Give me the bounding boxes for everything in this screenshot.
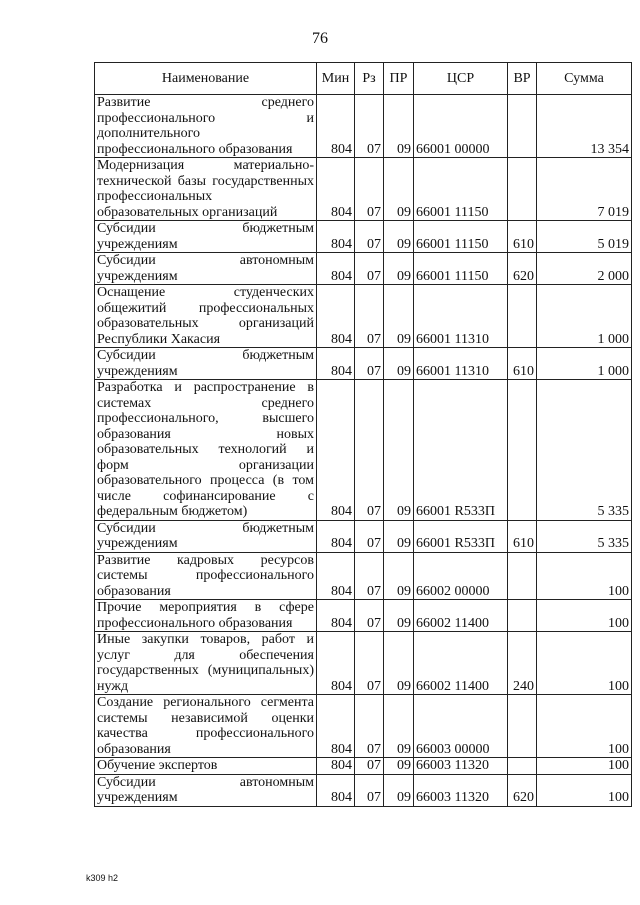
- header-min: Мин: [317, 63, 355, 95]
- cell-rz: 07: [355, 600, 384, 632]
- cell-rz: 07: [355, 348, 384, 380]
- cell-name: Прочие мероприятия в сфере профессионального образования: [95, 600, 317, 632]
- cell-rz: 07: [355, 285, 384, 348]
- cell-vr: [508, 758, 537, 775]
- table-row: [95, 552, 632, 600]
- cell-name: Обучение экспертов: [95, 758, 317, 775]
- cell-min: 804: [317, 774, 355, 806]
- cell-sum: 100: [537, 774, 632, 806]
- cell-min: 804: [317, 600, 355, 632]
- cell-min: 804: [317, 348, 355, 380]
- cell-name: Разработка и распространение в системах среднего профессионального, высшего образования новых образовательных технологий и форм организации образовательного процесса (в том числе софинансирование с федеральным бюджетом): [95, 380, 317, 521]
- table-row: [95, 380, 632, 521]
- cell-rz: 07: [355, 520, 384, 552]
- cell-csr: 66001 11150: [414, 253, 508, 285]
- table-row: [95, 758, 632, 775]
- cell-csr: 66001 00000: [414, 95, 508, 158]
- table-row: [95, 253, 632, 285]
- cell-pr: 09: [384, 520, 414, 552]
- cell-vr: [508, 95, 537, 158]
- cell-name: Модернизация материально-технической базы государственных профессиональных образовательных организаций: [95, 158, 317, 221]
- cell-csr: 66002 11400: [414, 600, 508, 632]
- cell-csr: 66001 11310: [414, 285, 508, 348]
- cell-sum: 1 000: [537, 348, 632, 380]
- cell-name: Развитие среднего профессионального и дополнительного профессионального образования: [95, 95, 317, 158]
- cell-rz: 07: [355, 774, 384, 806]
- cell-pr: 09: [384, 158, 414, 221]
- cell-name: Субсидии бюджетным учреждениям: [95, 520, 317, 552]
- cell-sum: 2 000: [537, 253, 632, 285]
- cell-name: Развитие кадровых ресурсов системы профессионального образования: [95, 552, 317, 600]
- cell-pr: 09: [384, 632, 414, 695]
- cell-min: 804: [317, 253, 355, 285]
- cell-min: 804: [317, 520, 355, 552]
- header-pr: ПР: [384, 63, 414, 95]
- cell-pr: 09: [384, 348, 414, 380]
- cell-sum: 13 354: [537, 95, 632, 158]
- cell-vr: [508, 285, 537, 348]
- cell-pr: 09: [384, 758, 414, 775]
- cell-sum: 7 019: [537, 158, 632, 221]
- header-name: Наименование: [95, 63, 317, 95]
- table-row: [95, 695, 632, 758]
- cell-csr: 66003 00000: [414, 695, 508, 758]
- cell-name: Иные закупки товаров, работ и услуг для обеспечения государственных (муниципальных) нужд: [95, 632, 317, 695]
- cell-rz: 07: [355, 253, 384, 285]
- cell-vr: [508, 158, 537, 221]
- cell-csr: 66001 11150: [414, 158, 508, 221]
- cell-sum: 5 335: [537, 380, 632, 521]
- cell-min: 804: [317, 158, 355, 221]
- table-row: [95, 632, 632, 695]
- cell-sum: 100: [537, 695, 632, 758]
- cell-pr: 09: [384, 552, 414, 600]
- header-sum: Сумма: [537, 63, 632, 95]
- table-row: [95, 158, 632, 221]
- cell-sum: 1 000: [537, 285, 632, 348]
- cell-name: Оснащение студенческих общежитий профессиональных образовательных организаций Республики Хакасия: [95, 285, 317, 348]
- cell-min: 804: [317, 552, 355, 600]
- cell-min: 804: [317, 695, 355, 758]
- header-csr: ЦСР: [414, 63, 508, 95]
- page-number: 76: [312, 30, 328, 47]
- table-row: [95, 95, 632, 158]
- cell-vr: [508, 600, 537, 632]
- cell-min: 804: [317, 632, 355, 695]
- cell-pr: 09: [384, 95, 414, 158]
- cell-min: 804: [317, 95, 355, 158]
- cell-vr: [508, 695, 537, 758]
- header-rz: Рз: [355, 63, 384, 95]
- cell-csr: 66003 11320: [414, 774, 508, 806]
- footer-code: k309 h2: [86, 873, 119, 883]
- table-row: [95, 348, 632, 380]
- table-row: [95, 520, 632, 552]
- cell-pr: 09: [384, 253, 414, 285]
- cell-pr: 09: [384, 380, 414, 521]
- cell-rz: 07: [355, 758, 384, 775]
- cell-pr: 09: [384, 221, 414, 253]
- cell-csr: 66002 00000: [414, 552, 508, 600]
- cell-name: Субсидии автономным учреждениям: [95, 774, 317, 806]
- cell-vr: 240: [508, 632, 537, 695]
- cell-csr: 66001 R533П: [414, 520, 508, 552]
- cell-pr: 09: [384, 774, 414, 806]
- cell-min: 804: [317, 221, 355, 253]
- cell-rz: 07: [355, 552, 384, 600]
- cell-vr: 610: [508, 348, 537, 380]
- cell-min: 804: [317, 758, 355, 775]
- cell-vr: 610: [508, 221, 537, 253]
- cell-rz: 07: [355, 158, 384, 221]
- cell-pr: 09: [384, 285, 414, 348]
- cell-rz: 07: [355, 95, 384, 158]
- table-header-row: [95, 63, 632, 95]
- cell-vr: [508, 380, 537, 521]
- cell-rz: 07: [355, 632, 384, 695]
- cell-vr: 620: [508, 774, 537, 806]
- cell-rz: 07: [355, 695, 384, 758]
- cell-vr: 620: [508, 253, 537, 285]
- cell-rz: 07: [355, 221, 384, 253]
- cell-name: Субсидии бюджетным учреждениям: [95, 221, 317, 253]
- cell-csr: 66001 R533П: [414, 380, 508, 521]
- cell-name: Субсидии автономным учреждениям: [95, 253, 317, 285]
- cell-sum: 100: [537, 758, 632, 775]
- cell-vr: 610: [508, 520, 537, 552]
- cell-rz: 07: [355, 380, 384, 521]
- cell-vr: [508, 552, 537, 600]
- budget-table: [94, 62, 632, 807]
- cell-sum: 100: [537, 632, 632, 695]
- cell-sum: 5 019: [537, 221, 632, 253]
- table-row: [95, 774, 632, 806]
- cell-name: Субсидии бюджетным учреждениям: [95, 348, 317, 380]
- cell-min: 804: [317, 285, 355, 348]
- cell-csr: 66001 11150: [414, 221, 508, 253]
- cell-pr: 09: [384, 600, 414, 632]
- cell-csr: 66001 11310: [414, 348, 508, 380]
- cell-sum: 5 335: [537, 520, 632, 552]
- cell-csr: 66002 11400: [414, 632, 508, 695]
- table-row: [95, 600, 632, 632]
- cell-pr: 09: [384, 695, 414, 758]
- cell-sum: 100: [537, 600, 632, 632]
- table-row: [95, 221, 632, 253]
- table-row: [95, 285, 632, 348]
- cell-sum: 100: [537, 552, 632, 600]
- cell-csr: 66003 11320: [414, 758, 508, 775]
- header-vr: ВР: [508, 63, 537, 95]
- cell-name: Создание регионального сегмента системы независимой оценки качества профессионального образования: [95, 695, 317, 758]
- cell-min: 804: [317, 380, 355, 521]
